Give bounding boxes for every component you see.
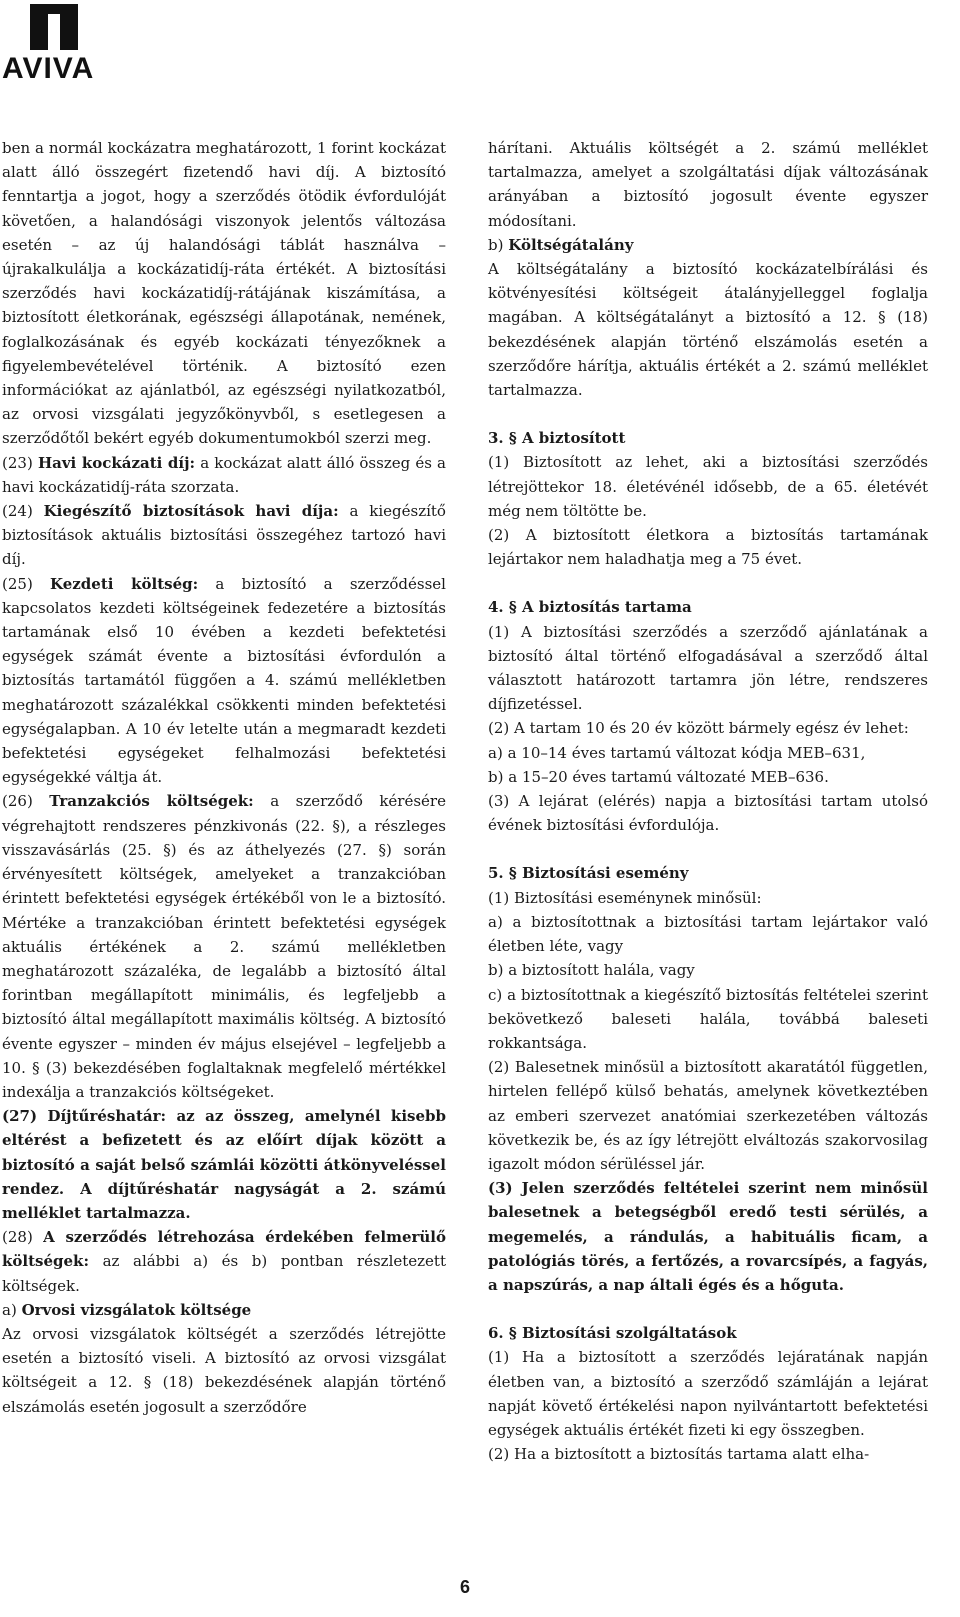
paragraph-23: (23) Havi kockázati díj: a kockázat alatt álló összeg és a havi kockázatidíj-ráta szorzata. <box>2 453 446 496</box>
paragraph-28: (28) A szerződés létrehozása érdekében felmerülő költségek: az alábbi a) és b) pontban részletezett költségek. <box>2 1228 446 1295</box>
aviva-logo-text: AVIVA <box>2 52 95 85</box>
paragraph-bold: (3) Jelen szerződés feltételei szerint nem minősül balesetnek a betegségből eredő testi sérülés, a megemelés, a rándulás, a habituális ficam, a patológiás törés, a fertőzés, a rovarcsípés, a fagyás, a napszúrás, a nap általi égés és a hőguta. <box>488 1179 928 1294</box>
paragraph-26: (26) Tranzakciós költségek: a szerződő kérésére végrehajtott rendszeres pénzkivonás (22. §), a részleges visszavásárlás (25. §) és az áthelyezés (27. §) során érvényesített költségek, amelyeket a tranzakcióban érintett befektetési egységek értékéből von le a biztosító. Mértéke a tranzakcióban érintett befektetési egységek aktuális értékének a 2. számú mellékletben meghatározott százaléka, de legalább a biztosító által forintban megállapított minimális, és legfeljebb a biztosító által megállapított maximális költség. A biztosító évente egyszer – minden év május elsejével – legfeljebb a 10. § (3) bekezdésében foglaltaknak megfelelő mértékkel indexálja a tranzakciós költségeket. <box>2 792 446 1101</box>
paragraph-24: (24) Kiegészítő biztosítások havi díja: a kiegészítő biztosítások aktuális biztosítási összegéhez tartozó havi díj. <box>2 502 446 569</box>
paragraph: (2) Balesetnek minősül a biztosított akaratától független, hirtelen fellépő külső behatás, amelynek következtében az emberi szervezet anatómiai szerkezetében változás következik be, és az így létrejött elváltozás szakorvosilag igazolt módon sérüléssel jár. <box>488 1058 928 1173</box>
paragraph: (1) Biztosított az lehet, aki a biztosítási szerződés létrejöttekor 18. életévénél idősebb, de a 65. életévét még nem töltötte be. <box>488 453 928 520</box>
subsection-b-heading: b) Költségátalány <box>488 235 634 254</box>
paragraph: (3) A lejárat (elérés) napja a biztosítási tartam utolsó évének biztosítási évfordulója. <box>488 792 928 835</box>
list-item: a) a 10–14 éves tartamú változat kódja MEB–631, <box>488 743 866 762</box>
list-item: b) a 15–20 éves tartamú változaté MEB–636. <box>488 767 829 786</box>
list-item: c) a biztosítottnak a kiegészítő biztosítás feltételei szerint bekövetkező baleseti halála, továbbá baleseti rokkantsága. <box>488 985 928 1052</box>
list-item: b) a biztosított halála, vagy <box>488 961 695 980</box>
paragraph: (2) Ha a biztosított a biztosítás tartama alatt elha- <box>488 1445 870 1464</box>
section-6-heading: 6. § Biztosítási szolgáltatások <box>488 1324 737 1343</box>
paragraph: (2) A biztosított életkora a biztosítás tartamának lejártakor nem haladhatja meg a 75 évet. <box>488 526 928 569</box>
subsection-b-text: A költségátalány a biztosító kockázatelbírálási és kötvényesítési költségeit átalányjelleggel foglalja magában. A költségátalányt a biztosító a 12. § (18) bekezdésének alapján történő elszámolás esetén a szerződőre hárítja, aktuális értékét a 2. számú melléklet tartalmazza. <box>488 260 928 400</box>
aviva-logo-mark-icon <box>30 4 78 50</box>
paragraph: (1) Biztosítási eseménynek minősül: <box>488 888 762 907</box>
left-column <box>2 136 446 1419</box>
aviva-logo <box>0 0 120 90</box>
paragraph: (1) Ha a biztosított a szerződés lejáratának napján életben van, a biztosító a szerződő számláján a lejárat napját követő értékelési napon nyilvántartott befektetési egységek aktuális értékét fizeti ki egy összegben. <box>488 1348 928 1439</box>
paragraph-25: (25) Kezdeti költség: a biztosító a szerződéssel kapcsolatos kezdeti költségeinek fedezetére a biztosítás tartamának első 10 évében a kezdeti befektetési egységek számát évente a biztosítási évfordulón a biztosítás tartamától függően a 4. számú mellékletben meghatározott százalékkal csökkenti minden befektetési egységalapban. A 10 év letelte után a megmaradt kezdeti befektetési egységeket felhalmozási befektetési egységekké váltja át. <box>2 574 446 787</box>
subsection-a-heading: a) Orvosi vizsgálatok költsége <box>2 1300 252 1319</box>
paragraph: hárítani. Aktuális költségét a 2. számú melléklet tartalmazza, amelyet a szolgáltatási díjak változásának arányában a biztosító jogosult évente egyszer módosítani. <box>488 139 928 230</box>
page-number: 6 <box>459 1577 470 1597</box>
list-item: a) a biztosítottnak a biztosítási tartam lejártakor való életben léte, vagy <box>488 912 928 956</box>
section-5-heading: 5. § Biztosítási esemény <box>488 864 689 883</box>
paragraph: ben a normál kockázatra meghatározott, 1 forint kockázat alatt álló összegért fizetendő havi díj. A biztosító fenntartja a jogot, hogy a szerződés ötödik évfordulóját követően, a halandósági viszonyok jelentős változása esetén – az új halandósági táblát használva – újrakalkulálja a kockázatidíj-ráta értékét. A biztosítási szerződés havi kockázatidíj-rátájának kiszámítása, a biztosított életkorának, egészségi állapotának, nemének, foglalkozásának és egyéb kockázati tényezőknek a figyelembevételével történik. A biztosító ezen információkat az ajánlatból, az egészségi nyilatkozatból, az orvosi vizsgálati jegyzőkönyvből, s esetlegesen a szerződőtől bekért egyéb dokumentumokból szerzi meg. <box>2 139 446 448</box>
section-3-heading: 3. § A biztosított <box>488 429 626 448</box>
section-4-heading: 4. § A biztosítás tartama <box>488 598 692 617</box>
paragraph: (2) A tartam 10 és 20 év között bármely egész év lehet: <box>488 719 909 738</box>
paragraph-27: (27) Díjtűréshatár: az az összeg, amelynél kisebb eltérést a befizetett és az előírt díjak között a biztosító a saját belső számlái közötti átkönyveléssel rendez. A díjtűréshatár nagyságát a 2. számú melléklet tartalmazza. <box>2 1107 446 1222</box>
paragraph: (1) A biztosítási szerződés a szerződő ajánlatának a biztosító által történő elfogadásával a szerződő által választott határozott tartamra jön létre, rendszeres díjfizetéssel. <box>488 622 928 714</box>
right-column <box>488 136 928 1466</box>
subsection-a-text: Az orvosi vizsgálatok költségét a szerződés létrejötte esetén a biztosító viseli. A biztosító az orvosi vizsgálat költségeit a 12. § (18) bekezdésének alapján történő elszámolás esetén jogosult a szerződőre <box>2 1324 446 1416</box>
